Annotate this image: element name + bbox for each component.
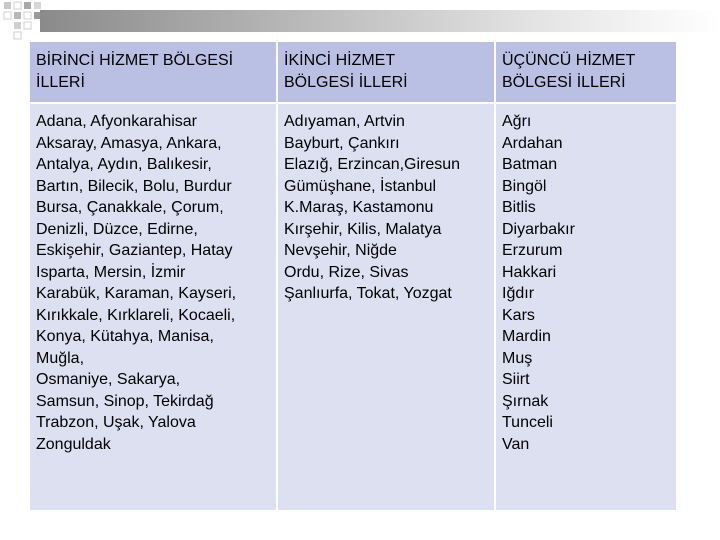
third-region-cities: Ağrı Ardahan Batman Bingöl Bitlis Diyarbakır Erzurum Hakkari Iğdır Kars Mardin Muş Siirt Şırnak Tunceli Van [495, 103, 677, 511]
header-second-region: İKİNCİ HİZMET BÖLGESİ İLLERİ [277, 41, 495, 103]
first-region-cities: Adana, Afyonkarahisar Aksaray, Amasya, Ankara, Antalya, Aydın, Balıkesir, Bartın, Bilecik, Bolu, Burdur Bursa, Çanakkale, Çorum, Denizli, Düzce, Edirne, Eskişehir, Gaziantep, Hatay Isparta, Mersin, İzmir Karabük, Karaman, Kayseri, Kırıkkale, Kırklareli, Kocaeli, Konya, Kütahya, Manisa, Muğla, Osmaniye, Sakarya, Samsun, Sinop, Tekirdağ Trabzon, Uşak, Yalova Zonguldak [29, 103, 277, 511]
header-third-region: ÜÇÜNCÜ HİZMET BÖLGESİ İLLERİ [495, 41, 677, 103]
table-row [29, 103, 677, 511]
title-bar-gradient [40, 10, 720, 32]
header-first-region: BİRİNCİ HİZMET BÖLGESİ İLLERİ [29, 41, 277, 103]
service-regions-table [28, 40, 678, 512]
second-region-cities: Adıyaman, Artvin Bayburt, Çankırı Elazığ, Erzincan,Giresun Gümüşhane, İstanbul K.Maraş, Kastamonu Kırşehir, Kilis, Malatya Nevşehir, Niğde Ordu, Rize, Sivas Şanlıurfa, Tokat, Yozgat [277, 103, 495, 511]
table-header-row [29, 41, 677, 103]
